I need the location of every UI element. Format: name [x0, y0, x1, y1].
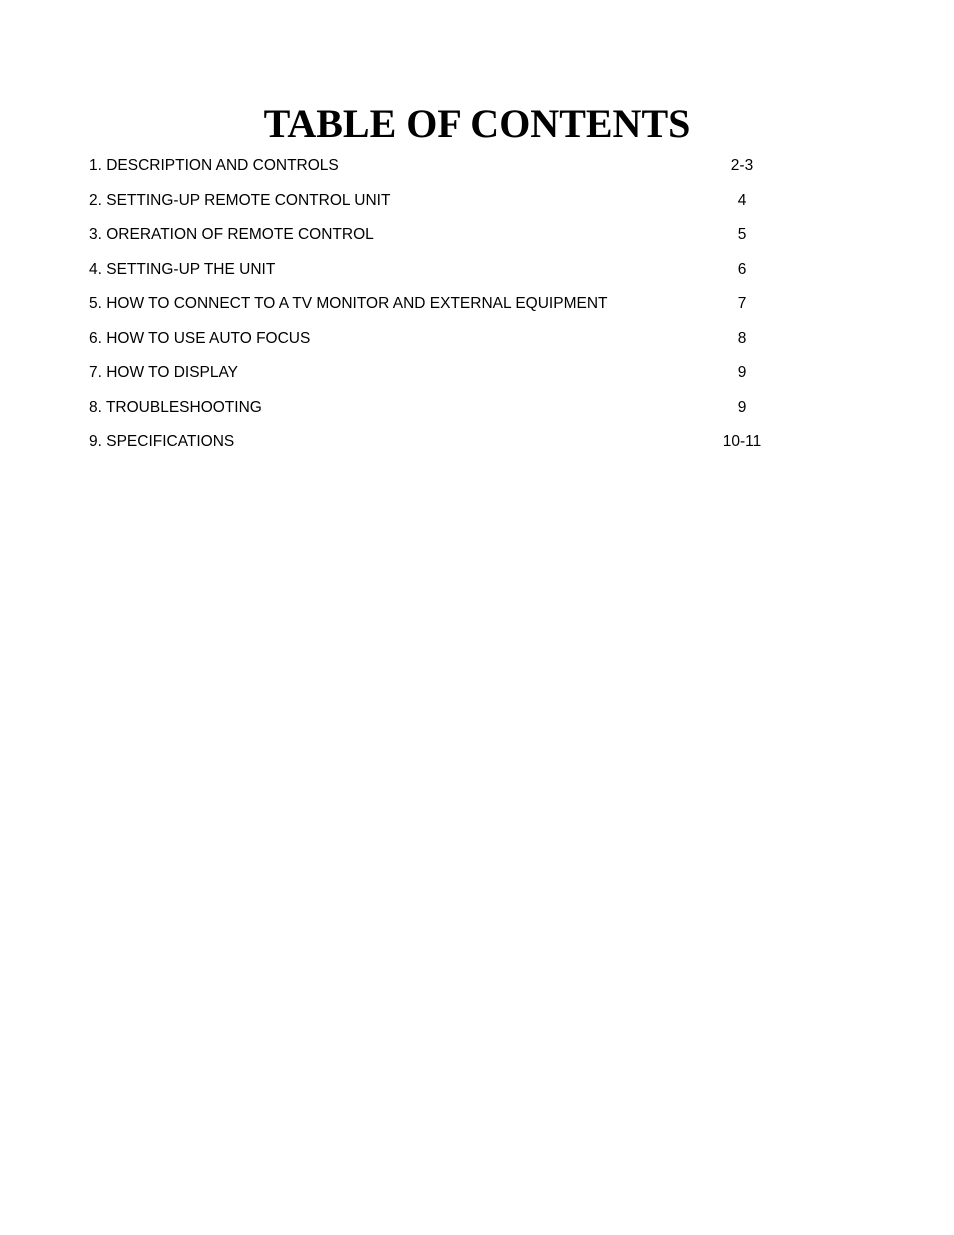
toc-entry: [89, 191, 809, 226]
toc-entry-label: 6. HOW TO USE AUTO FOCUS: [89, 329, 311, 347]
toc-entry-page: 9: [737, 398, 747, 416]
toc-entry: [89, 156, 809, 191]
toc-entry-label: 2. SETTING-UP REMOTE CONTROL UNIT: [89, 191, 391, 209]
page-title: TABLE OF CONTENTS: [263, 101, 691, 146]
toc-entry-page: 10-11: [722, 433, 762, 450]
toc-entry-label: 5. HOW TO CONNECT TO A TV MONITOR AND EXTERNAL EQUIPMENT: [89, 295, 608, 312]
toc-entry: [89, 260, 809, 295]
toc-entry-page: 5: [737, 226, 747, 243]
toc-entry-page: 9: [737, 364, 747, 381]
toc-entry-label: 9. SPECIFICATIONS: [89, 433, 235, 450]
toc-entry: [89, 363, 809, 398]
toc-entry: [89, 294, 809, 329]
toc-entry-page: 7: [737, 295, 747, 312]
toc-entry-label: 7. HOW TO DISPLAY: [89, 364, 239, 381]
toc-entry: [89, 225, 809, 260]
toc-entry-page: 4: [737, 191, 747, 209]
toc-entry-label: 3. ORERATION OF REMOTE CONTROL: [89, 226, 374, 243]
toc-entry-label: 4. SETTING-UP THE UNIT: [89, 260, 276, 278]
toc-entry: [89, 432, 809, 467]
toc-entry-page: 6: [737, 260, 747, 278]
toc-entry-label: 1. DESCRIPTION AND CONTROLS: [89, 157, 339, 174]
toc-entry-label: 8. TROUBLESHOOTING: [89, 398, 262, 416]
toc-entry-page: 8: [737, 329, 747, 347]
toc-entry: [89, 329, 809, 364]
toc-entry-page: 2-3: [730, 157, 754, 174]
table-of-contents: [89, 156, 809, 467]
toc-entry: [89, 398, 809, 433]
